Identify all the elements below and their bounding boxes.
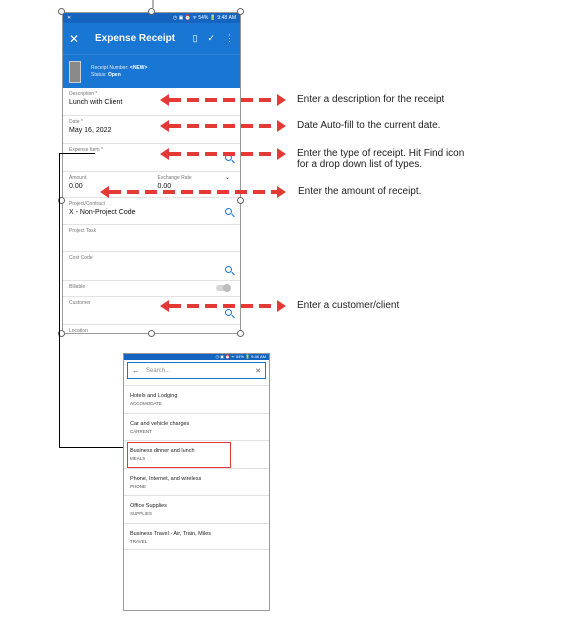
double-arrow-amount [100,186,286,198]
status-right: ◷ ▣ ⏰ ᯤ 54% 🔋 9:48 AM [215,354,266,359]
callout-amount: Enter the amount of receipt. [298,186,422,197]
type-code: TRAVEL [130,538,148,544]
receipt-number-label: Receipt Number: [91,64,129,71]
highlight-box [127,442,231,468]
type-name: Phone, Internet, and wireless [130,475,202,482]
billable-label: Billable [69,284,86,290]
type-name: Business Travel - Air, Train, Miles [130,530,211,537]
amount-label: Amount [69,175,87,181]
callout-type-line2: for a drop down list of types. [297,159,423,170]
description-input[interactable]: Lunch with Client [69,99,123,106]
connector-line [59,153,95,154]
project-contract-label: Project/Contract [69,201,105,207]
receipt-status-label: Status: [91,71,107,78]
chevron-down-icon[interactable]: ⌄ [224,175,230,181]
page-title: Expense Receipt [95,33,176,44]
receipt-status-value: Open [107,71,121,78]
type-name: Car and vehicle charges [130,420,190,427]
file-icon[interactable]: ▯ [192,33,198,43]
resize-handle[interactable] [237,8,244,15]
type-code: MEALS [130,456,146,461]
customer-label: Customer [69,300,91,306]
double-arrow-customer [160,300,286,312]
status-right: ◷ ▣ ⏰ ᯤ 54% 🔋 9:48 AM [172,15,236,21]
status-bar [124,354,269,360]
resize-handle[interactable] [148,8,155,15]
resize-handle[interactable] [237,197,244,204]
amount-input[interactable]: 0.00 [69,183,83,190]
list-item[interactable] [124,495,269,523]
callout-date: Date Auto-fill to the current date. [297,120,441,131]
check-icon[interactable]: ✓ [207,33,215,43]
status-left: ✕ [67,15,72,21]
back-arrow-icon[interactable]: ← [132,366,140,375]
callout-customer: Enter a customer/client [297,300,400,311]
resize-handle[interactable] [58,8,65,15]
list-item[interactable] [124,385,269,413]
date-label: Date * [69,119,83,125]
exchange-label: Exchange Rate [157,175,192,181]
expense-item-label: Expense Item * [69,147,103,153]
location-label: Location [69,328,88,334]
double-arrow-date [160,120,286,132]
more-vert-icon[interactable]: ⋮ [225,33,234,43]
date-input[interactable]: May 16, 2022 [69,127,112,134]
type-code: SUPPLIES [130,511,153,516]
project-contract-input[interactable]: X - Non-Project Code [69,209,136,216]
resize-handle[interactable] [148,330,155,337]
exchange-input[interactable]: 0.00 [157,183,172,190]
type-code: PHONE [130,483,147,489]
list-item[interactable] [124,468,269,496]
type-code: ACCOMODATE [130,401,162,406]
type-name: Office Supplies [130,503,167,509]
search-input[interactable]: Search... [146,367,171,374]
project-task-label: Project Task [69,228,97,234]
double-arrow-type [160,148,286,160]
list-item[interactable] [124,523,269,551]
callout-type [297,148,464,170]
list-item[interactable] [124,413,269,441]
connector-line [59,153,60,447]
callout-description: Enter a description for the receipt [297,94,445,105]
resize-handle[interactable] [237,330,244,337]
type-name: Business dinner and lunch [130,448,195,454]
type-code: CARRENT [130,428,152,434]
clear-icon[interactable]: ✕ [255,367,261,375]
description-label: Description * [69,91,98,97]
list-item-highlighted[interactable] [124,440,269,468]
double-arrow-description [160,94,286,106]
expense-type-picker-screen [123,353,270,611]
callout-type-line1: Enter the type of receipt. Hit Find icon [297,148,465,159]
receipt-number-value: <NEW> [129,64,148,71]
search-bar[interactable] [127,362,266,379]
cost-code-label: Cost Code [69,255,93,261]
connector-line [59,447,123,448]
close-icon[interactable]: ✕ [69,31,80,46]
type-name: Hotels and Lodging [130,393,178,399]
